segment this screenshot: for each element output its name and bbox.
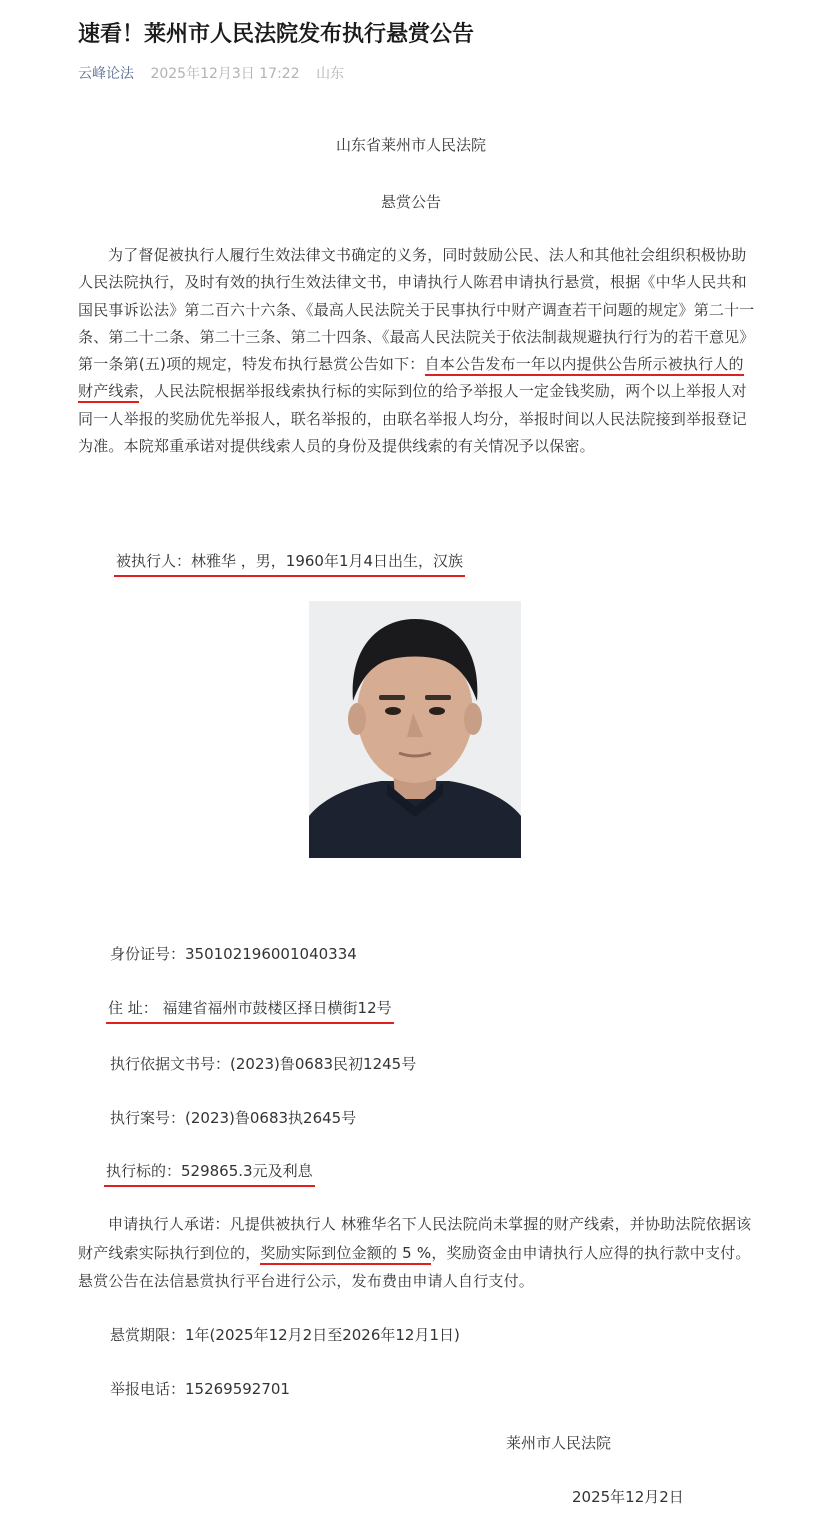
court-heading: 山东省莱州市人民法院	[335, 136, 486, 154]
publish-location: 山东	[316, 66, 345, 82]
report-phone-line: 举报电话：15269592701	[110, 1380, 290, 1398]
case-number-line: 执行案号：(2023)鲁0683执2645号	[110, 1109, 357, 1127]
judgment-number-line: 执行依据文书号：(2023)鲁0683民初1245号	[110, 1055, 417, 1073]
intro-text-continued: ，人民法院根据举报线索执行标的实际到位的给予举报人一定金钱奖励，两个以上举报人对同一人举报的奖励优先举报人，联名举报的，由联名举报人均分，举报时间以人民法院接到举报登记为准。本院郑重承诺对提供线索人员的身份及提供线索的有关情况予以保密。	[78, 382, 747, 456]
id-number-line: 身份证号：350102196001040334	[110, 945, 357, 963]
subject-photo	[309, 601, 521, 858]
intro-highlight-underlined: 自本公告发布一年以内提供公告所示被执行人的财产线索	[78, 355, 744, 403]
pledge-highlight-underlined: 奖励实际到位金额的 5 %	[260, 1244, 431, 1265]
notice-heading: 悬赏公告	[380, 193, 441, 211]
article-meta	[78, 64, 344, 84]
article-title: 速看！莱州市人民法院发布执行悬赏公告	[78, 22, 475, 47]
portrait-illustration	[309, 601, 521, 858]
publish-date: 2025年12月3日 17:22	[150, 66, 300, 82]
account-link[interactable]: 云峰论法	[78, 66, 134, 82]
person-info-line: 被执行人：林雅华 ，男，1960年1月4日出生，汉族	[114, 549, 465, 577]
signature-date: 2025年12月2日	[572, 1488, 684, 1506]
address-line: 住 址： 福建省福州市鼓楼区择日横街12号	[106, 996, 394, 1024]
execution-amount-line: 执行标的：529865.3元及利息	[104, 1159, 315, 1187]
signature-court: 莱州市人民法院	[506, 1434, 612, 1452]
reward-period-line: 悬赏期限：1年(2025年12月2日至2026年12月1日)	[110, 1326, 460, 1344]
intro-text: 为了督促被执行人履行生效法律文书确定的义务，同时鼓励公民、法人和其他社会组织积极协助人民法院执行，及时有效的执行生效法律文书，申请执行人陈君申请执行悬赏，根据《中华人民共和国民事诉讼法》第二百六十六条、《最高人民法院关于民事执行中财产调查若干问题的规定》第二十一条、第二十二条、第二十三条、第二十四条、《最高人民法院关于依法制裁规避执行行为的若干意见》第一条第(五)项的规定，特发布执行悬赏公告如下：	[78, 246, 755, 374]
pledge-text: 申请执行人承诺：凡提供被执行人 林雅华名下人民法院尚未掌握的财产线索，并协助法院依据该财产线索实际执行到位的，	[78, 1215, 752, 1262]
applicant-pledge-paragraph	[78, 1210, 758, 1296]
notice-intro-paragraph	[78, 242, 758, 460]
pledge-text-continued: ，奖励资金由申请执行人应得的执行款中支付。悬赏公告在法信悬赏执行平台进行公示，发布费由申请人自行支付。	[78, 1243, 751, 1290]
